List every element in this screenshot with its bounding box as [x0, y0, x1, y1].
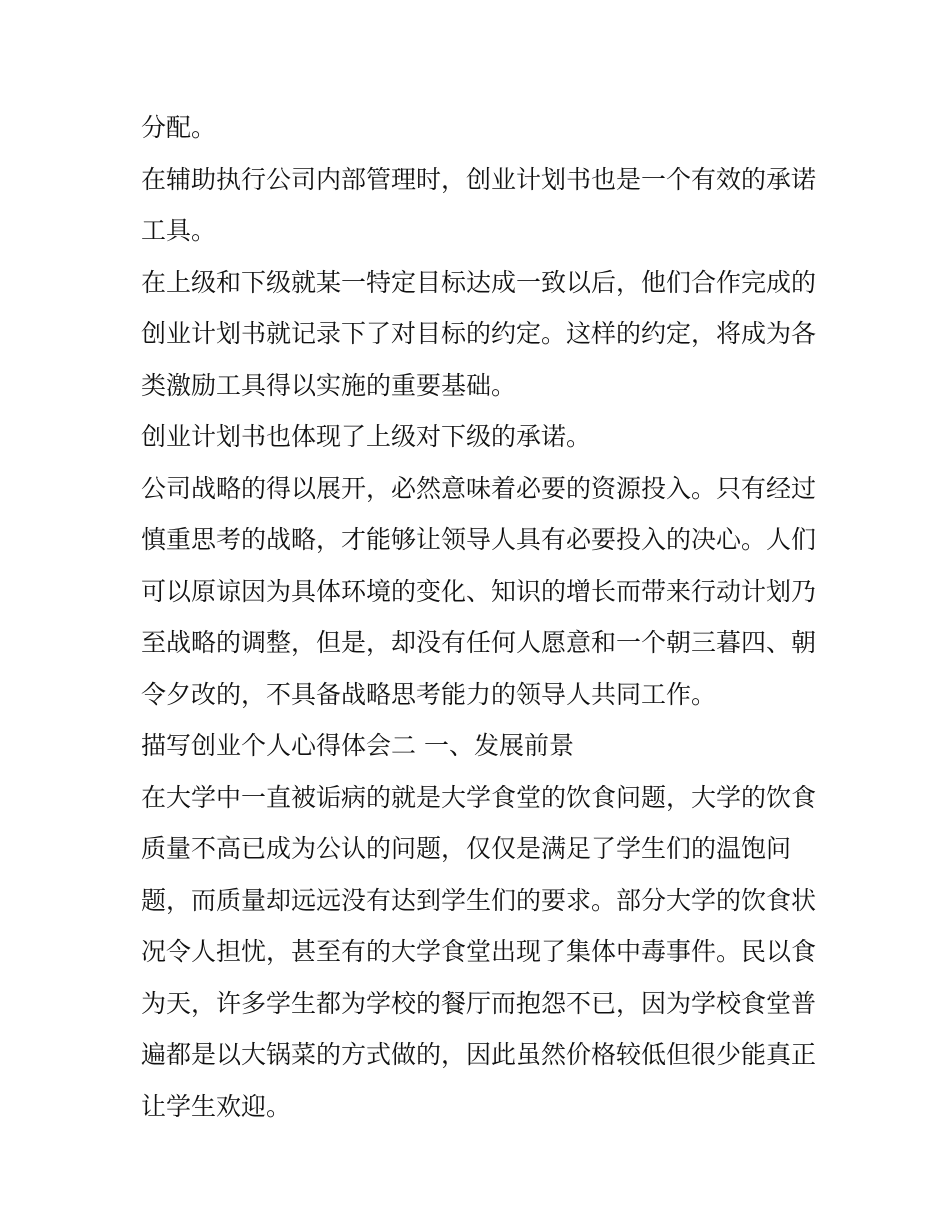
text-line: 遍都是以大锅菜的方式做的，因此虽然价格较低但很少能真正 [141, 1040, 817, 1069]
text-line: 为天，许多学生都为学校的餐厅而抱怨不已，因为学校食堂普 [141, 988, 817, 1018]
document-body [141, 102, 821, 1132]
text-line: 况令人担忧，甚至有的大学食堂出现了集体中毒事件。民以食 [141, 937, 817, 966]
text-line: 公司战略的得以展开，必然意味着必要的资源投入。只有经过 [141, 473, 817, 503]
text-line: 令夕改的，不具备战略思考能力的领导人共同工作。 [141, 679, 717, 709]
text-line: 在大学中一直被诟病的就是大学食堂的饮食问题，大学的饮食 [141, 782, 817, 812]
text-line: 质量不高已成为公认的问题，仅仅是满足了学生们的温饱问 [141, 834, 792, 863]
text-line: 类激励工具得以实施的重要基础。 [141, 370, 517, 400]
text-line: 在辅助执行公司内部管理时，创业计划书也是一个有效的承诺 [141, 164, 817, 194]
text-line: 创业计划书就记录下了对目标的约定。这样的约定，将成为各 [141, 319, 817, 348]
text-line: 在上级和下级就某一特定目标达成一致以后，他们合作完成的 [141, 267, 817, 297]
text-line: 题，而质量却远远没有达到学生们的要求。部分大学的饮食状 [141, 885, 817, 915]
text-line: 分配。 [141, 113, 217, 142]
text-line: 工具。 [141, 216, 217, 245]
text-line: 可以原谅因为具体环境的变化、知识的增长而带来行动计划乃 [141, 576, 817, 606]
text-line: 让学生欢迎。 [141, 1091, 292, 1121]
text-line: 创业计划书也体现了上级对下级的承诺。 [141, 422, 592, 451]
section-heading: 描写创业个人心得体会二 一、发展前景 [141, 731, 574, 760]
text-line: 慎重思考的战略，才能够让领导人具有必要投入的决心。人们 [141, 525, 817, 554]
text-line: 至战略的调整，但是，却没有任何人愿意和一个朝三暮四、朝 [141, 628, 817, 657]
